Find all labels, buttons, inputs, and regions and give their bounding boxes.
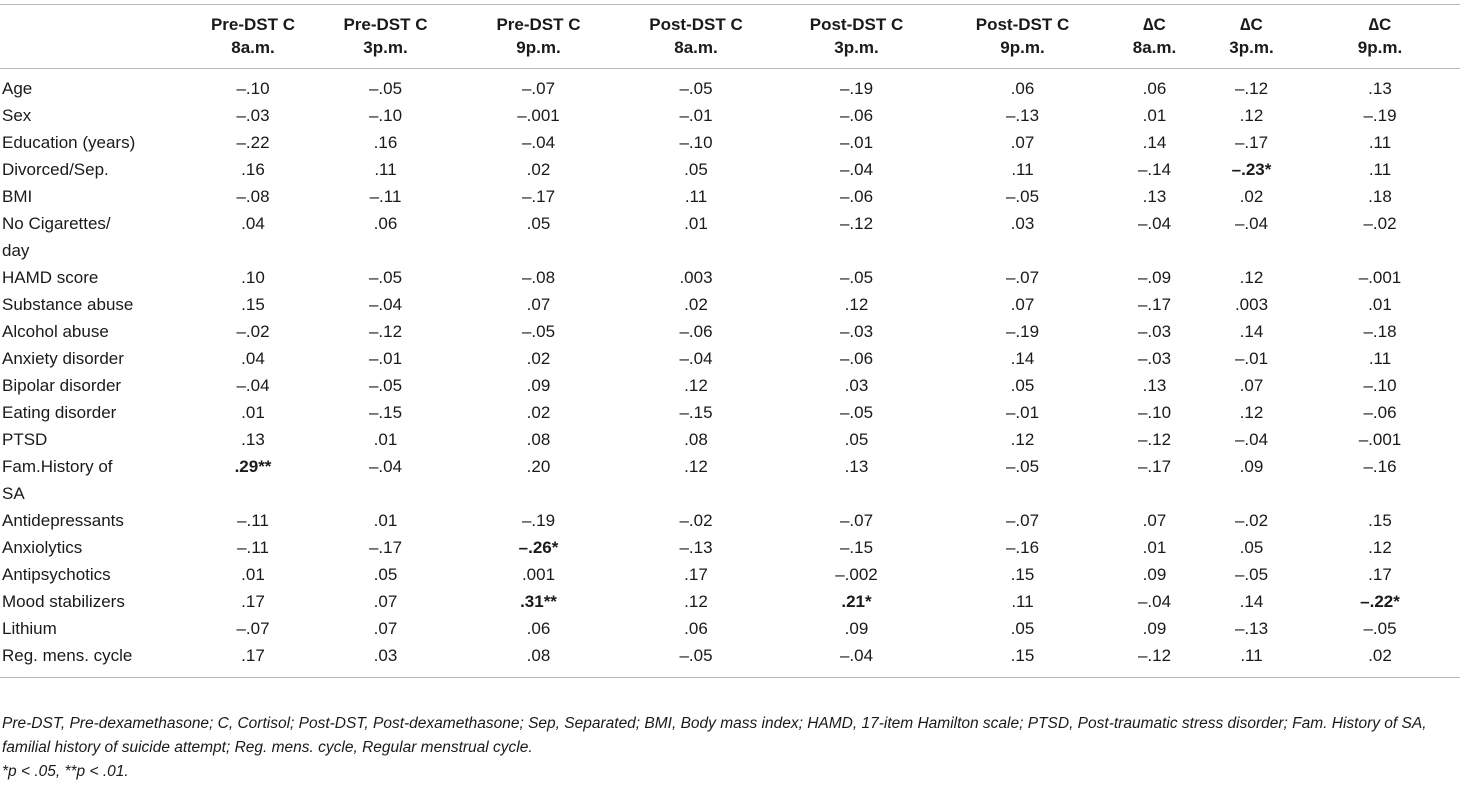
table-cell: .17: [241, 592, 265, 611]
table-cell: .02: [526, 349, 551, 368]
table-cell: .15: [1368, 511, 1392, 530]
table-cell: –.04: [521, 133, 556, 152]
header-line2: 8a.m.: [674, 38, 718, 57]
table-cell: –.01: [1234, 349, 1269, 368]
table-row: [0, 183, 1460, 210]
header-line2: 3p.m.: [1229, 38, 1274, 57]
table-cell: .14: [1142, 133, 1167, 152]
row-label-line: Anxiety disorder: [2, 349, 124, 368]
row-label: [0, 102, 194, 129]
header-line2: 9p.m.: [516, 38, 561, 57]
table-cell: –.05: [368, 268, 403, 287]
table-cell: .12: [1368, 538, 1392, 557]
table-cell: –.15: [839, 538, 874, 557]
table-cell: –.07: [236, 619, 270, 638]
table-cell: .06: [373, 214, 398, 233]
table-cell: –.01: [839, 133, 874, 152]
table-cell: .12: [684, 376, 708, 395]
table-cell: .11: [1368, 349, 1392, 368]
table-cell: –.06: [839, 106, 874, 125]
table-cell: .13: [1142, 187, 1167, 206]
header-line2: 8a.m.: [1132, 38, 1177, 57]
table-cell: .16: [241, 160, 265, 179]
header-line1: ∆C: [1240, 15, 1263, 34]
table-cell: .14: [1239, 322, 1264, 341]
table-cell: –.19: [839, 79, 874, 98]
table-cell: .08: [526, 430, 551, 449]
table-cell: .14: [1010, 349, 1035, 368]
table-row: [0, 291, 1460, 318]
table-cell: –.23*: [1231, 160, 1272, 179]
table-row: [0, 534, 1460, 561]
table-cell: .07: [373, 592, 398, 611]
table-cell: –.05: [1005, 187, 1040, 206]
table-header: [0, 5, 1460, 69]
table-cell: –.05: [1234, 565, 1269, 584]
header-cell: [939, 5, 1106, 69]
table-cell: .04: [241, 349, 265, 368]
table-cell: .12: [1239, 268, 1264, 287]
row-label: [0, 318, 194, 345]
table-cell: –.10: [679, 133, 713, 152]
table-cell: –.02: [679, 511, 713, 530]
header-cell: [618, 5, 774, 69]
row-label: [0, 561, 194, 588]
table-cell: –.11: [369, 187, 402, 206]
table-cell: –.04: [679, 349, 713, 368]
table-cell: –.11: [237, 511, 269, 530]
table-row: [0, 642, 1460, 678]
table-cell: .10: [241, 268, 265, 287]
table-cell: –.06: [839, 187, 874, 206]
table-row: [0, 588, 1460, 615]
table-cell: –.19: [1363, 106, 1397, 125]
row-label-line: BMI: [2, 187, 33, 206]
header-line1: Post-DST C: [809, 15, 904, 34]
table-cell: .01: [241, 565, 265, 584]
table-cell: –.04: [368, 295, 403, 314]
table-cell: –.04: [368, 457, 403, 476]
header-cell: [459, 5, 618, 69]
table-cell: .18: [1368, 187, 1392, 206]
correlation-table: [0, 4, 1460, 678]
header-cell: [1203, 5, 1300, 69]
row-label-line: Antidepressants: [2, 511, 124, 530]
table-cell: –.19: [1005, 322, 1040, 341]
table-row: [0, 507, 1460, 534]
header-cell: [774, 5, 939, 69]
header-line1: ∆C: [1368, 15, 1392, 34]
table-cell: .02: [526, 403, 551, 422]
row-label-line: Sex: [2, 106, 32, 125]
row-label-line: Mood stabilizers: [2, 592, 125, 611]
table-cell: –.18: [1363, 322, 1397, 341]
table-cell: .15: [1010, 646, 1035, 665]
table-cell: –.07: [1005, 511, 1040, 530]
table-cell: –.01: [679, 106, 713, 125]
row-label-line: SA: [2, 484, 25, 503]
table-cell: –.03: [236, 106, 270, 125]
row-label: [0, 129, 194, 156]
table-cell: –.22: [236, 133, 270, 152]
table-cell: .13: [844, 457, 869, 476]
row-label: [0, 426, 194, 453]
table-cell: –.13: [679, 538, 713, 557]
table-cell: –.17: [521, 187, 556, 206]
table-cell: .06: [1142, 79, 1167, 98]
table-cell: .003: [679, 268, 713, 287]
table-cell: .11: [684, 187, 708, 206]
table-cell: –.26*: [518, 538, 559, 557]
table-cell: –.03: [839, 322, 874, 341]
header-line1: ∆C: [1143, 15, 1166, 34]
header-line2: 9p.m.: [1000, 38, 1045, 57]
row-label-line: day: [2, 241, 30, 260]
row-label: [0, 372, 194, 399]
table-cell: –.13: [1234, 619, 1269, 638]
table-cell: –.001: [1358, 430, 1402, 449]
table-cell: –.002: [835, 565, 878, 584]
table-cell: –.01: [368, 349, 403, 368]
table-cell: .09: [1142, 619, 1167, 638]
table-cell: .06: [526, 619, 551, 638]
table-cell: –.05: [1005, 457, 1040, 476]
table-cell: –.15: [368, 403, 403, 422]
table-cell: –.01: [1005, 403, 1040, 422]
table-cell: .05: [844, 430, 869, 449]
table-cell: –.04: [839, 646, 874, 665]
header-row: [0, 5, 1460, 69]
table-cell: –.10: [236, 79, 270, 98]
row-label-line: Reg. mens. cycle: [2, 646, 133, 665]
table-cell: .17: [1368, 565, 1392, 584]
table-cell: .07: [1239, 376, 1264, 395]
table-cell: –.03: [1137, 349, 1172, 368]
table-cell: .11: [1011, 160, 1034, 179]
table-cell: .29**: [234, 457, 272, 476]
table-cell: .01: [1368, 295, 1392, 314]
table-row: [0, 129, 1460, 156]
table-cell: –.07: [1005, 268, 1040, 287]
header-line2: 8a.m.: [231, 38, 275, 57]
header-line2: 3p.m.: [834, 38, 879, 57]
row-label-line: Bipolar disorder: [2, 376, 122, 395]
table-cell: .12: [1239, 403, 1264, 422]
table-cell: –.14: [1137, 160, 1172, 179]
row-label-line: Substance abuse: [2, 295, 134, 314]
table-cell: –.02: [1234, 511, 1269, 530]
table-cell: .01: [241, 403, 265, 422]
table-row: [0, 426, 1460, 453]
table-cell: –.09: [1137, 268, 1172, 287]
table-cell: .20: [526, 457, 551, 476]
table-row: [0, 264, 1460, 291]
table-row: [0, 615, 1460, 642]
header-line2: 3p.m.: [363, 38, 408, 57]
table-cell: .03: [1010, 214, 1035, 233]
table-cell: .07: [373, 619, 398, 638]
row-label: [0, 399, 194, 426]
row-label: [0, 642, 194, 678]
table-cell: –.10: [1137, 403, 1172, 422]
table-cell: .12: [684, 457, 708, 476]
table-cell: –.12: [368, 322, 403, 341]
table-cell: .12: [1239, 106, 1264, 125]
row-label: [0, 453, 194, 507]
table-row: [0, 156, 1460, 183]
row-label-line: Anxiolytics: [2, 538, 83, 557]
table-cell: .14: [1239, 592, 1264, 611]
table-cell: .12: [844, 295, 869, 314]
table-cell: –.06: [1363, 403, 1397, 422]
table-cell: .13: [1368, 79, 1392, 98]
table-row: [0, 561, 1460, 588]
row-label: [0, 210, 194, 264]
table-cell: .11: [374, 160, 397, 179]
table-cell: .08: [526, 646, 551, 665]
row-label-line: Alcohol abuse: [2, 322, 109, 341]
table-cell: .03: [373, 646, 398, 665]
table-cell: .31**: [520, 592, 557, 611]
table-cell: .02: [1368, 646, 1392, 665]
header-line1: Pre-DST C: [210, 15, 296, 34]
table-row: [0, 102, 1460, 129]
header-line1: Post-DST C: [975, 15, 1070, 34]
table-cell: .13: [241, 430, 265, 449]
table-row: [0, 69, 1460, 103]
table-cell: .13: [1142, 376, 1167, 395]
table-cell: .01: [1142, 106, 1167, 125]
table-cell: –.16: [1005, 538, 1040, 557]
table-row: [0, 345, 1460, 372]
table-cell: .07: [1142, 511, 1167, 530]
table-cell: .07: [1010, 295, 1035, 314]
table-cell: –.10: [1363, 376, 1397, 395]
table-row: [0, 399, 1460, 426]
table-cell: –.03: [1137, 322, 1172, 341]
table-cell: –.05: [679, 79, 713, 98]
table-cell: –.12: [839, 214, 874, 233]
table-cell: –.15: [679, 403, 713, 422]
header-cell: [194, 5, 312, 69]
table-cell: .05: [373, 565, 398, 584]
table-cell: .11: [1368, 160, 1392, 179]
table-cell: .02: [526, 160, 551, 179]
table-cell: –.17: [1234, 133, 1269, 152]
table-cell: –.02: [1363, 214, 1397, 233]
row-label-line: Eating disorder: [2, 403, 117, 422]
table-cell: .003: [1234, 295, 1269, 314]
table-cell: –.12: [1234, 79, 1269, 98]
table-cell: –.02: [236, 322, 270, 341]
table-cell: .01: [373, 511, 398, 530]
table-cell: .01: [373, 430, 398, 449]
table-cell: –.16: [1363, 457, 1397, 476]
table-cell: .05: [1010, 619, 1035, 638]
table-cell: –.05: [839, 403, 874, 422]
header-cell: [1300, 5, 1460, 69]
table-cell: .21*: [841, 592, 872, 611]
table-cell: .09: [1239, 457, 1264, 476]
row-label: [0, 264, 194, 291]
header-line1: Post-DST C: [649, 15, 743, 34]
row-label: [0, 183, 194, 210]
row-label: [0, 588, 194, 615]
table-cell: .05: [684, 160, 708, 179]
row-label-line: Fam.History of: [2, 457, 113, 476]
table-cell: –.17: [1137, 295, 1172, 314]
table-cell: –.17: [1137, 457, 1172, 476]
table-cell: –.22*: [1360, 592, 1400, 611]
row-label-line: Antipsychotics: [2, 565, 111, 584]
table-cell: –.12: [1137, 430, 1172, 449]
table-cell: .11: [1368, 133, 1392, 152]
table-cell: .05: [526, 214, 551, 233]
table-row: [0, 210, 1460, 264]
row-label-line: Education (years): [2, 133, 136, 152]
table-cell: –.04: [839, 160, 874, 179]
table-cell: .07: [526, 295, 551, 314]
table-cell: .08: [684, 430, 708, 449]
table-cell: –.17: [368, 538, 403, 557]
table-cell: .11: [1011, 592, 1034, 611]
row-label: [0, 615, 194, 642]
table-cell: –.07: [839, 511, 874, 530]
table-cell: –.06: [839, 349, 874, 368]
table-cell: .17: [241, 646, 265, 665]
table-cell: –.05: [368, 376, 403, 395]
table-cell: –.05: [839, 268, 874, 287]
table-row: [0, 453, 1460, 507]
table-cell: –.05: [679, 646, 713, 665]
table-cell: .12: [684, 592, 708, 611]
header-line1: Pre-DST C: [496, 15, 581, 34]
header-cell: [312, 5, 459, 69]
header-line1: Pre-DST C: [343, 15, 428, 34]
table-cell: –.13: [1005, 106, 1040, 125]
table-cell: –.08: [236, 187, 270, 206]
table-cell: .12: [1010, 430, 1035, 449]
table-cell: –.04: [1234, 214, 1269, 233]
table-cell: –.04: [1137, 592, 1172, 611]
table-cell: –.04: [1137, 214, 1172, 233]
table-cell: .09: [1142, 565, 1167, 584]
row-label: [0, 507, 194, 534]
table-cell: .09: [526, 376, 551, 395]
row-label: [0, 156, 194, 183]
table-cell: .05: [1239, 538, 1264, 557]
row-label: [0, 534, 194, 561]
row-label: [0, 69, 194, 103]
table-cell: –.05: [1363, 619, 1397, 638]
table-cell: –.08: [521, 268, 556, 287]
row-label-line: Lithium: [2, 619, 57, 638]
table-cell: .01: [1142, 538, 1167, 557]
table-footnotes: [2, 712, 1458, 784]
table-cell: –.06: [679, 322, 713, 341]
table-cell: .16: [373, 133, 398, 152]
abbreviations-note: Pre-DST, Pre-dexamethasone; C, Cortisol; Post-DST, Post-dexamethasone; Sep, Separated; BMI, Body mass index; HAMD, 17-item Hamilton scale; PTSD, Post-traumatic stress disorder; Fam. History of SA, familial history of suicide attempt; Reg. mens. cycle, Regular menstrual cycle.: [2, 715, 1427, 756]
table-cell: –.07: [521, 79, 556, 98]
table-cell: –.05: [368, 79, 403, 98]
table-cell: –.05: [521, 322, 556, 341]
table-row: [0, 318, 1460, 345]
table-cell: –.12: [1137, 646, 1172, 665]
header-cell: [1106, 5, 1203, 69]
table-cell: .02: [684, 295, 708, 314]
table-body: [0, 69, 1460, 678]
row-label: [0, 291, 194, 318]
table-row: [0, 372, 1460, 399]
row-label-line: Age: [2, 79, 33, 98]
table-cell: .15: [241, 295, 265, 314]
table-cell: .06: [684, 619, 708, 638]
table-cell: –.19: [521, 511, 556, 530]
table-cell: –.04: [1234, 430, 1269, 449]
row-label: [0, 345, 194, 372]
table-cell: .11: [1240, 646, 1263, 665]
row-label-line: PTSD: [2, 430, 48, 449]
table-cell: .09: [844, 619, 869, 638]
table-cell: .05: [1010, 376, 1035, 395]
table-cell: –.04: [236, 376, 270, 395]
table-cell: .001: [521, 565, 556, 584]
table-cell: –.11: [237, 538, 269, 557]
row-label-line: HAMD score: [2, 268, 99, 287]
table-cell: .06: [1010, 79, 1035, 98]
table-cell: –.001: [1358, 268, 1402, 287]
significance-note: *p < .05, **p < .01.: [2, 763, 129, 780]
header-line2: 9p.m.: [1357, 38, 1403, 57]
table-cell: –.10: [368, 106, 403, 125]
table-cell: .03: [844, 376, 869, 395]
table-cell: .15: [1010, 565, 1035, 584]
table-cell: .07: [1010, 133, 1035, 152]
row-label-line: No Cigarettes/: [2, 214, 111, 233]
header-cell-label: [0, 5, 194, 69]
table-cell: –.001: [517, 106, 560, 125]
table-cell: .04: [241, 214, 265, 233]
table-cell: .02: [1239, 187, 1264, 206]
table-cell: .17: [684, 565, 708, 584]
table-cell: .01: [684, 214, 708, 233]
row-label-line: Divorced/Sep.: [2, 160, 109, 179]
